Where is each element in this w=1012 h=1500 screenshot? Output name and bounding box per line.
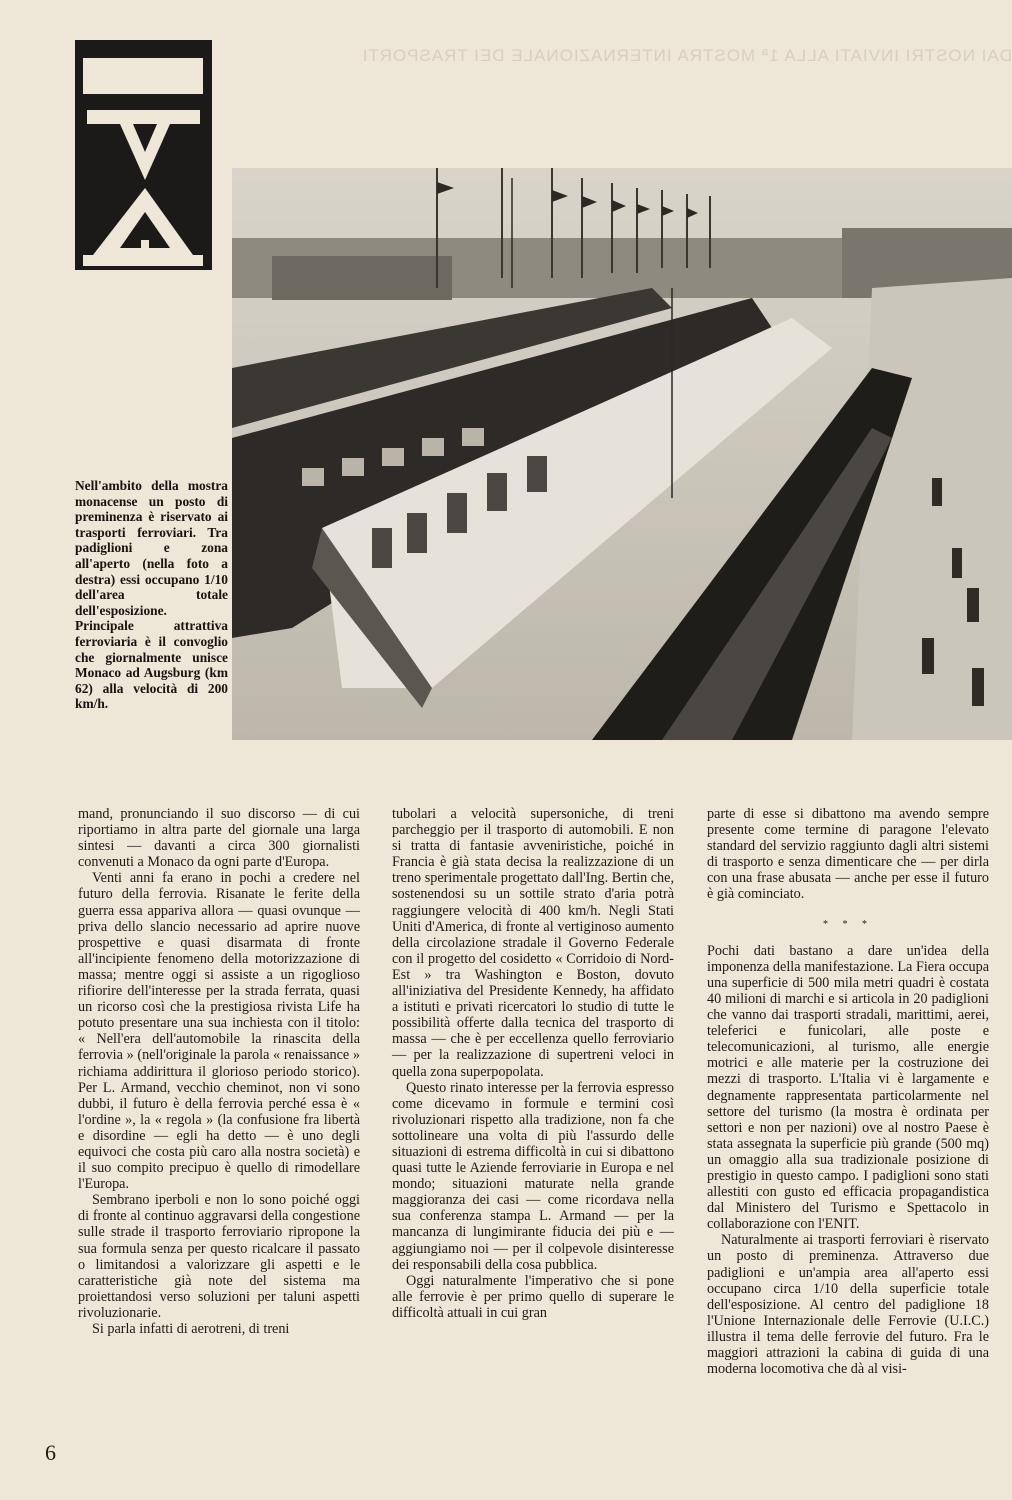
col3-paragraph-3: Naturalmente ai trasporti ferroviari è riservato un posto di preminenza. Attraverso due padiglioni e un'ampia area all'aperto essi occupano circa 1/10 della superficie totale dell'esposizione. Al centro del padiglione 18 l'Unione Internazionale delle Ferrovie (U.I.C.) illustra il tema delle ferrovie del futuro. Fra le maggiori attrazioni la cabina di guida di una moderna locomotiva che dà al visi- bbox=[707, 1232, 989, 1378]
logo-letters-graphic bbox=[75, 40, 212, 270]
article-column-2 bbox=[392, 806, 674, 1321]
col1-paragraph-3: Sembrano iperboli e non lo sono poiché oggi di fronte al continuo aggravarsi della congestione sulle strade il trasporto ferroviario ripropone la sua formula senza per questo ricalcare il passato o limitandosi a valorizzare gli aspetti e le caratteristiche già note del sistema ma proiettandosi verso soluzioni per taluni aspetti rivoluzionarie. bbox=[78, 1192, 360, 1321]
col1-paragraph-1: mand, pronunciando il suo discorso — di cui riportiamo in altra parte del giornale una larga sintesi — davanti a circa 300 giornalisti convenuti a Monaco da ogni parte d'Europa. bbox=[78, 806, 360, 871]
mirrored-background-heading: DAI NOSTRI INVIATI ALLA 1ª MOSTRA INTERNAZIONALE DEI TRASPORTI bbox=[361, 46, 1012, 65]
logo-iva bbox=[75, 40, 212, 270]
photo-caption: Nell'ambito della mostra monacense un posto di preminenza è riservato ai trasporti ferroviari. Tra padiglioni e zona all'aperto (nella foto a destra) essi occupano 1/10 dell'area totale dell'esposizione. Principale attrattiva ferroviaria è il convoglio che giornalmente unisce Monaco ad Augsburg (km 62) alla velocità di 200 km/h. bbox=[75, 478, 228, 712]
col1-paragraph-4: Si parla infatti di aerotreni, di treni bbox=[92, 1321, 290, 1337]
train-scene-graphic bbox=[232, 168, 1012, 740]
col2-paragraph-1: tubolari a velocità supersoniche, di treni parcheggio per il trasporto di automobili. E non si tratta di fantasie avveniristiche, poiché in Francia è già stata decisa la realizzazione di un treno sperimentale progettato dall'Ing. Bertin che, sostenendosi su un sottile strato d'aria potrà raggiungere velocità di 400 km/h. Negli Stati Uniti d'America, di fronte al vertiginoso aumento della circolazione stradale il Governo Federale con il progetto del cosidetto « Corridoio di Nord-Est » tra Washington e Boston, dovuto all'iniziativa del Presidente Kennedy, ha affidato a istituti e privati ricercatori lo studio di tutte le possibilità offerte dalla tecnica del trasporto di massa — che è per eccellenza quello ferroviario — per la realizzazione di supertreni veloci in quella zona superpopolata. bbox=[392, 806, 674, 1080]
col3-paragraph-2: Pochi dati bastano a dare un'idea della imponenza della manifestazione. La Fiera occupa una superficie di 500 mila metri quadri è costata 40 milioni di marchi e si articola in 20 padiglioni che vanno dai trasporti stradali, marittimi, aerei, teleferici e funicolari, alle poste e telecomunicazioni, al turismo, alle energie motrici e alle materie per la costruzione dei mezzi di trasporto. L'Italia vi è largamente e degnamente rappresentata particolarmente nel settore del turismo (la mostra è ordinata per settori e non per nazioni) ove al nostro Paese è stata assegnata la superficie più grande (500 mq) un omaggio alla sua tradizionale posizione di prestigio in questo campo. I padiglioni sono stati allestiti con gusto ed efficacia propagandistica dal Ministero del Turismo e Spettacolo in collaborazione con l'ENIT. bbox=[707, 942, 989, 1233]
exhibition-train-photo bbox=[232, 168, 1012, 740]
page-number: 6 bbox=[45, 1440, 56, 1465]
col1-paragraph-2: Venti anni fa erano in pochi a credere nel futuro della ferrovia. Risanate le ferite della guerra essa appariva allora — quasi ovunque — priva dello slancio necessario ad aprire nuove prospettive e quasi disarmata di fronte all'incipiente fenomeno della motorizzazione di massa; mentre oggi si assiste a un rigoglioso rifiorire dell'interesse per la strada ferrata, quasi un ricorso così che la prestigiosa rivista Life ha potuto presentare una sua inchiesta con il titolo: « Nell'era dell'automobile la rinascita della ferrovia » (nell'originale la parola « renaissance » richiama addirittura il glorioso periodo storico). Per L. Armand, vecchio cheminot, non vi sono dubbi, il futuro è della ferrovia perché essa è « l'ordine », la « regola » (la confusione fra libertà e disordine — egli ha detto — è uno degli equivoci che costa più caro alla nostra società) e il suo compito precipuo è quello di rimodellare l'Europa. bbox=[78, 870, 360, 1193]
article-column-1 bbox=[78, 806, 360, 1337]
section-separator: * * * bbox=[823, 918, 873, 930]
col2-paragraph-2: Questo rinato interesse per la ferrovia espresso come dicevamo in formule e termini così rivoluzionari rispetto alla tradizione, non fa che sottolineare una volta di più l'assurdo delle situazioni di estrema difficoltà in cui si dibattono quasi tutte le Aziende ferroviarie in Europa e nel mondo; situazioni maturate nella grande maggioranza dei casi — come ricordava nella sua conferenza stampa L. Armand — per la mancanza di lungimirante fiducia dei più e — aggiungiamo noi — per il colpevole disinteresse dei responsabili della cosa pubblica. bbox=[392, 1079, 674, 1273]
col2-paragraph-3: Oggi naturalmente l'imperativo che si pone alle ferrovie è per primo quello di superare le difficoltà attuali in cui gran bbox=[392, 1272, 674, 1321]
article-column-3 bbox=[707, 806, 989, 1377]
col3-paragraph-1: parte di esse si dibattono ma avendo sempre presente come termine di paragone l'elevato standard del servizio raggiunto dagli altri sistemi di trasporto e senza dimenticare che — per dirla con una frase abusata — anche per esse il futuro è già cominciato. bbox=[707, 806, 989, 903]
